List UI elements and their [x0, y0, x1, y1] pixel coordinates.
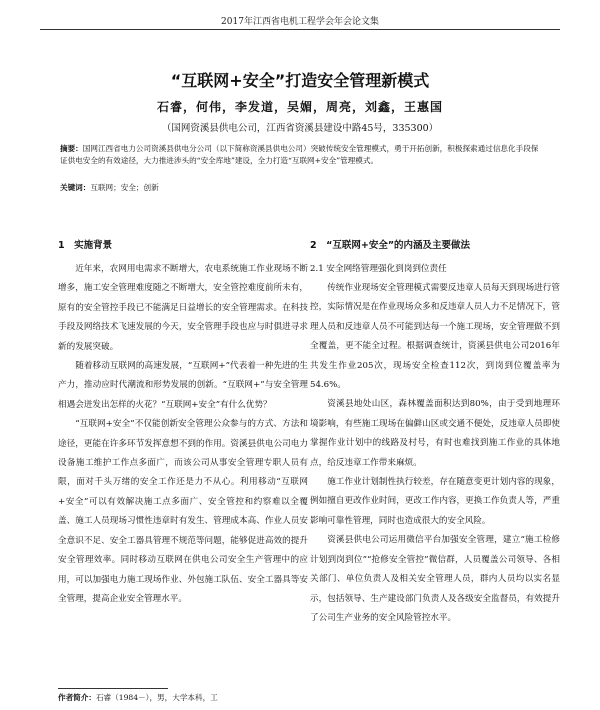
left-column — [58, 238, 308, 609]
author-list: 石睿，何伟，李发道，吴媚，周亮，刘鑫，王惠国 — [156, 100, 443, 114]
abstract — [60, 143, 540, 167]
abstract-label: 摘要： — [60, 144, 83, 153]
keywords-text: 互联网；安全；创新 — [90, 183, 159, 192]
paragraph: 近年来，农网用电需求不断增大，农电系统施工作业现场不断增多，施工安全管理难度随之不断增大，安全管控难度前所未有，原有的安全管控手段已不能满足日益增长的安全管理需求。在科技手段及网络技术飞速发展的今天，安全管理手段也应与时俱进寻求新的发展突破。 — [58, 264, 308, 352]
keywords — [60, 182, 540, 193]
paper-title: “互联网+安全”打造安全管理新模式 — [170, 71, 430, 90]
paragraph: 资溪县地处山区，森林覆盖面积达到80%，由于受到地理环境影响，有些施工现场在偏僻山区或交通不便处，反违章人员即使掌握作业计划中的线路及村号，有时也难找到施工作业的具体地点，给反违章工作带来麻烦。 — [310, 399, 560, 468]
footnote-label: 作者简介： — [58, 693, 96, 702]
subsection-heading: 2.1 安全网络管理强化到岗到位责任 — [310, 264, 447, 274]
affiliation: （国网资溪县供电公司，江西省资溪县建设中路45号，335300） — [161, 123, 439, 134]
footnote-text: 石睿（1984－），男，大学本科，工 — [95, 693, 218, 702]
header-rule — [40, 29, 560, 30]
paragraph: 施工作业计划制性执行较差，存在随意变更计划内容的现象，例如擅自更改作业时间，更改工作内容，更换工作负责人等，严重影响可靠性管理，同时也造成很大的安全风险。 — [310, 477, 560, 526]
running-header: 2017年江西省电机工程学会年会论文集 — [221, 17, 379, 27]
paragraph: 资溪县供电公司运用微信平台加强安全管理，建立“施工检修计划到岗到位”“抢修安全管控”微信群，人员覆盖公司领导、各相关部门、单位负责人及相关安全管理人员，群内人员均以实名显示，包括领导、生产建设部门负责人及各级安全监督员，有效提升了公司生产业务的安全风险管控水平。 — [310, 535, 560, 623]
paragraph: 传统作业现场安全管理模式需要反违章人员每天到现场进行管控，实际情况是在作业现场众多和反违章人员人力不足情况下，管理人员和反违章人员不可能到达每一个施工现场，安全管理做不到全覆盖，更不能全过程。根据调查统计，资溪县供电公司2016年共发生作业205次，现场安全检查112次，到岗到位覆盖率为54.6%。 — [310, 283, 560, 391]
abstract-text: 国网江西省电力公司资溪县供电分公司（以下简称资溪县供电公司）突破传统安全管理模式，勇于开拓创新，积极探索通过信息化手段保证供电安全的有效途径，大力推进涉头的“安全库地”建设，全力打造“互联网+安全”管理模式。 — [60, 144, 539, 165]
paragraph: 随着移动互联网的高速发展，“互联网+”代表着一种先进的生产力，推动应时代潮流和形势发展的创新。“互联网+”与安全管理相遇会迸发出怎样的火花？“互联网+安全”有什么优势？ — [58, 361, 308, 410]
footnote-rule — [58, 688, 168, 689]
section-heading-1: 1 实施背景 — [58, 240, 113, 251]
right-column — [310, 238, 560, 628]
paragraph: “互联网+安全”不仅能创新安全管理公众参与的方式、方法和途径，更能在许多环节发挥意想不到的作用。资溪县供电公司电力设备施工维护工作点多面广，而该公司从事安全管理专职人员有限，面对千头万绪的安全工作还是力不从心。利用移动“互联网+安全”可以有效解决施工点多面广、安全管控和约察难以全覆盖、施工人员现场习惯性违章时有发生、管理成本高、作业人员安全意识不足、安全工器具管理不规范等问题，能够促进高效的提升安全管理效率。同时移动互联网在供电公司安全生产管理中的应用，可以加强电力施工现场作业、外包施工队伍、安全工器具等安全管理，提高企业安全管理水平。 — [58, 419, 308, 604]
footnote — [58, 692, 308, 703]
section-heading-2: 2 “互联网+安全”的内涵及主要做法 — [310, 240, 471, 251]
keywords-label: 关键词： — [60, 183, 91, 192]
